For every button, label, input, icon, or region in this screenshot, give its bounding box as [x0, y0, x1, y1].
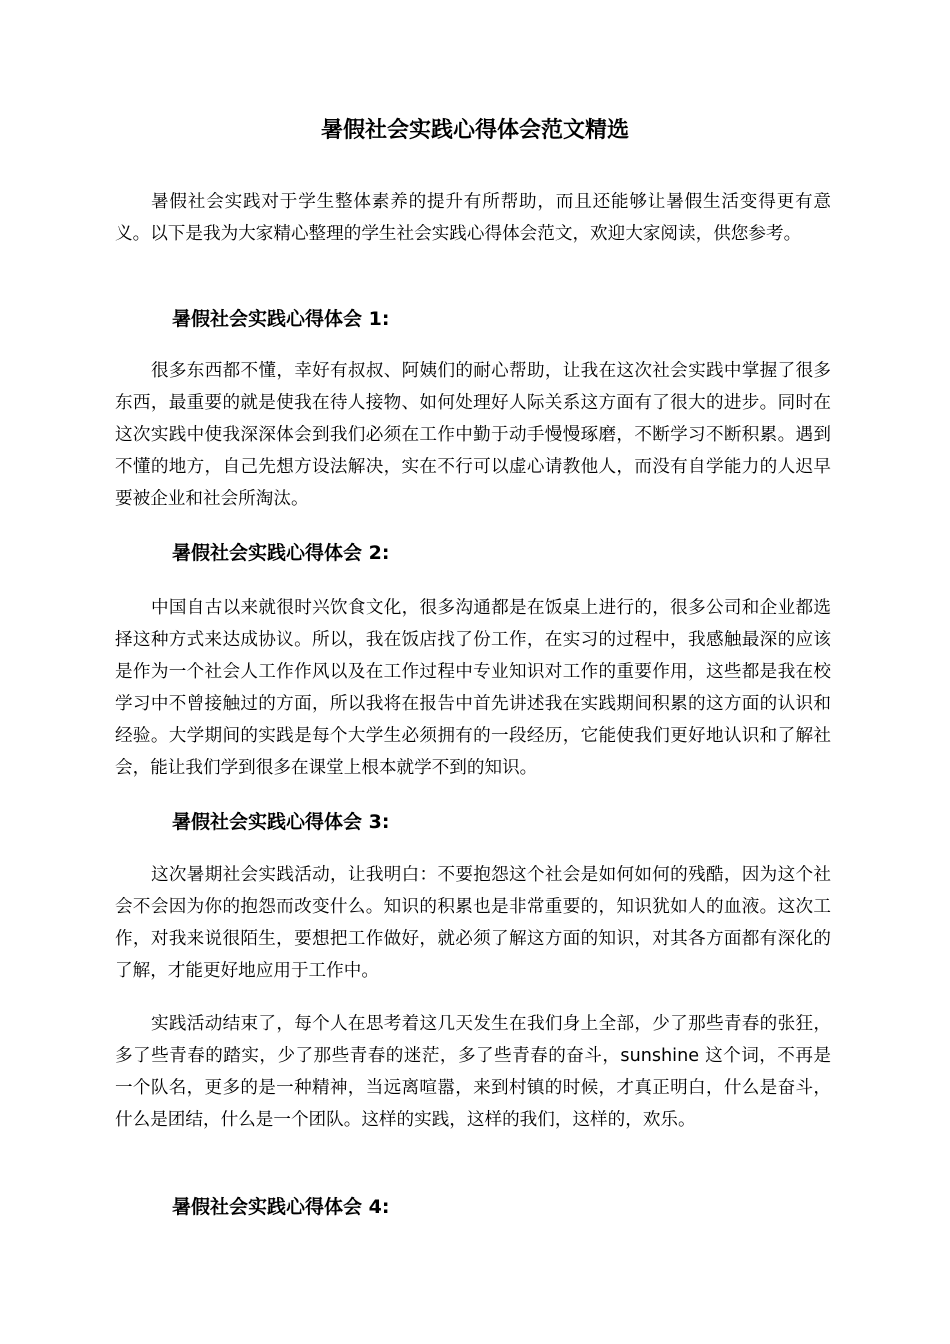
document-title: 暑假社会实践心得体会范文精选: [320, 118, 629, 143]
section-heading-2: 暑假社会实践心得体会 2:: [172, 542, 390, 564]
intro-paragraph: 暑假社会实践对于学生整体素养的提升有所帮助，而且还能够让暑假生活变得更有意义。以下是我为大家精心整理的学生社会实践心得体会范文，欢迎大家阅读，供您参考。: [115, 192, 831, 244]
section-3-paragraph-1: 这次暑期社会实践活动，让我明白：不要抱怨这个社会是如何如何的残酷，因为这个社会不会因为你的抱怨而改变什么。知识的积累也是非常重要的，知识犹如人的血液。这次工作，对我来说很陌生，要想把工作做好，就必须了解这方面的知识，对其各方面都有深化的了解，才能更好地应用于工作中。: [115, 865, 831, 981]
section-1-paragraph-1: 很多东西都不懂，幸好有叔叔、阿姨们的耐心帮助，让我在这次社会实践中掌握了很多东西，最重要的就是使我在待人接物、如何处理好人际关系这方面有了很大的进步。同时在这次实践中使我深深体会到我们必须在工作中勤于动手慢慢琢磨，不断学习不断积累。遇到不懂的地方，自己先想方设法解决，实在不行可以虚心请教他人，而没有自学能力的人迟早要被企业和社会所淘汰。: [115, 361, 831, 509]
section-3-paragraph-2: 实践活动结束了，每个人在思考着这几天发生在我们身上全部，少了那些青春的张狂，多了些青春的踏实，少了那些青春的迷茫，多了些青春的奋斗，sunshine 这个词，不再是一个队名，更多的是一种精神，当远离喧嚣，来到村镇的时候，才真正明白，什么是奋斗，什么是团结，什么是一个团队。这样的实践，这样的我们，这样的，欢乐。: [115, 1014, 831, 1130]
section-heading-4: 暑假社会实践心得体会 4:: [172, 1196, 390, 1218]
section-2-paragraph-1: 中国自古以来就很时兴饮食文化，很多沟通都是在饭桌上进行的，很多公司和企业都选择这种方式来达成协议。所以，我在饭店找了份工作，在实习的过程中，我感触最深的应该是作为一个社会人工作作风以及在工作过程中专业知识对工作的重要作用，这些都是我在校学习中不曾接触过的方面，所以我将在报告中首先讲述我在实践期间积累的这方面的认识和经验。大学期间的实践是每个大学生必须拥有的一段经历，它能使我们更好地认识和了解社会，能让我们学到很多在课堂上根本就学不到的知识。: [115, 598, 831, 778]
section-heading-3: 暑假社会实践心得体会 3:: [172, 811, 390, 833]
section-heading-1: 暑假社会实践心得体会 1:: [172, 308, 390, 330]
